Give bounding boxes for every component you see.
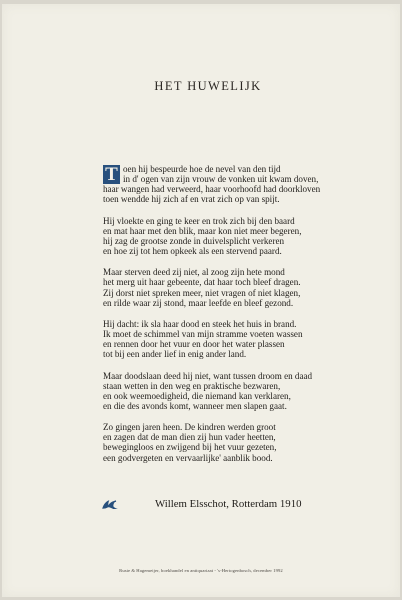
poem-line: Maar sterven deed zij niet, al zoog zijn hete mond <box>103 267 285 278</box>
poem-line: in d' ogen van zijn vrouw de vonken uit kwam doven, <box>123 174 319 185</box>
publisher-mark-icon <box>101 498 119 512</box>
poem-line: toen wendde hij zich af en vrat zich op van spijt. <box>103 194 280 205</box>
poem-line: en zagen dat de man dien zij hun vader heetten, <box>103 432 276 443</box>
stanza-4 <box>103 319 365 360</box>
poem-title: HET HUWELIJK <box>154 79 262 93</box>
poem-body <box>103 164 365 474</box>
poem-line: tot bij een ander lief in enig ander land. <box>103 349 247 360</box>
poem-line: en mat haar met den blik, maar kon niet meer begeren, <box>103 225 302 236</box>
signature: Willem Elsschot, Rotterdam 1910 <box>155 498 302 510</box>
poem-line: en ook weemoedigheid, die niemand kan verklaren, <box>103 390 291 401</box>
stanza-6 <box>103 422 365 463</box>
poem-line: en hoe zij tot hem opkeek als een stervend paard. <box>103 246 282 257</box>
poem-line: het merg uit haar gebeente, dat haar toch bleef dragen. <box>103 277 301 288</box>
decorated-initial: T <box>103 165 120 184</box>
colophon: Ruste & Hagemeijer, boekhandel en antiquariaat - 's-Hertogenbosch, december 1992 <box>119 568 283 573</box>
poem-line: en die des avonds komt, wanneer men slapen gaat. <box>103 400 287 411</box>
poem-line: en rennen door het vuur en door het water plassen <box>103 339 285 350</box>
poem-line: Hij vloekte en ging te keer en trok zich bij den baard <box>103 215 295 226</box>
poem-line: Zo gingen jaren heen. De kindren werden groot <box>103 422 276 433</box>
poem-line: Zij dorst niet spreken meer, niet vragen of niet klagen, <box>103 287 301 298</box>
poem-line: staan wetten in den weg en praktische bezwaren, <box>103 380 281 391</box>
poem-line: een godvergeten en vervaarlijke' aanblik bood. <box>103 452 273 463</box>
stanza-2 <box>103 216 365 257</box>
stanza-1 <box>103 164 365 205</box>
signature-row <box>101 495 361 519</box>
stanza-3 <box>103 267 365 308</box>
poem-line: en rilde waar zij stond, maar leefde en bleef gezond. <box>103 297 294 308</box>
poem-line: Hij dacht: ik sla haar dood en steek het huis in brand. <box>103 318 297 329</box>
poem-line: hij zag de grootse zonde in duivelsplicht verkeren <box>103 235 285 246</box>
poem-line: Ik moet de schimmel van mijn stramme voeten wassen <box>103 329 303 340</box>
poem-line: haar wangen had verweerd, haar voorhoofd had doorkloven <box>103 184 321 195</box>
poem-line: bewegingloos en zwijgend bij het vuur gezeten, <box>103 442 277 453</box>
stanza-5 <box>103 371 365 412</box>
poem-line: Maar doodslaan deed hij niet, want tussen droom en daad <box>103 370 313 381</box>
poem-line: oen hij bespeurde hoe de nevel van den tijd <box>123 164 281 174</box>
